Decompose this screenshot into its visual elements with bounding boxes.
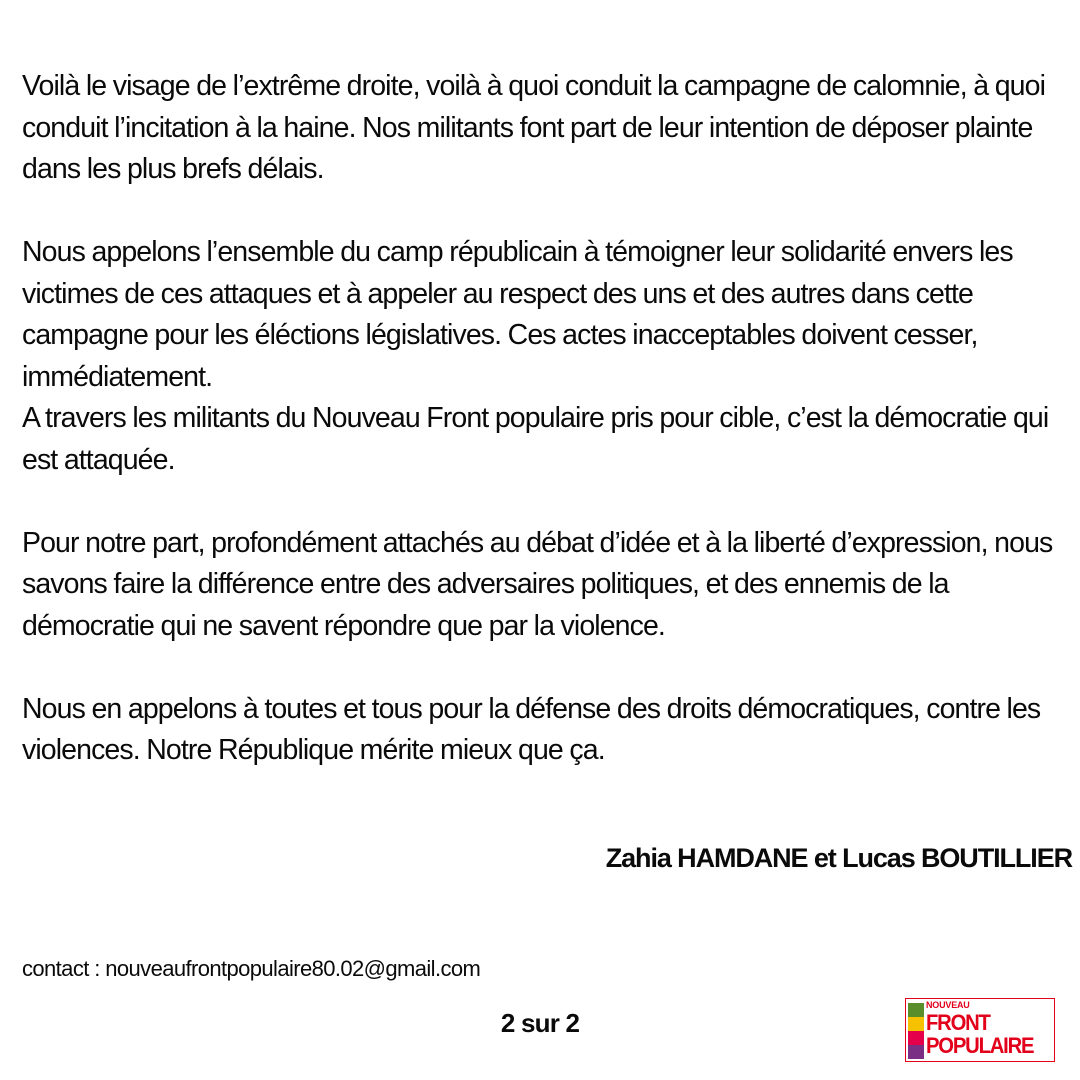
logo-bar-yellow — [908, 1017, 924, 1031]
letter-body — [22, 66, 1067, 813]
paragraph — [22, 523, 1067, 648]
logo-bar-purple — [908, 1045, 924, 1059]
paragraph-text: Nous en appelons à toutes et tous pour la défense des droits démocratiques, contre les violences. Notre République mérite mieux que ça. — [22, 692, 1041, 766]
paragraph-text: Voilà le visage de l’extrême droite, voilà à quoi conduit la campagne de calomnie, à quoi conduit l’incitation à la haine. Nos militants font part de leur intention de déposer plainte dans les plus brefs délais. — [22, 70, 1045, 185]
paragraph — [22, 689, 1067, 772]
paragraph — [22, 66, 1067, 191]
contact-email: contact : nouveaufrontpopulaire80.02@gmail.com — [22, 956, 481, 981]
paragraph-text: Nous appelons l’ensemble du camp républicain à témoigner leur solidarité envers les victimes de ces attaques et à appeler au respect des uns et des autres dans cette campagne pour les éléctions législatives. Ces actes inacceptables doivent cesser, immédiatement. — [22, 236, 1013, 393]
paragraph-text: A travers les militants du Nouveau Front populaire pris pour cible, c’est la démocratie qui est attaquée. — [22, 402, 1049, 476]
logo-bar-pink — [908, 1031, 924, 1045]
logo-line-front: FRONT — [926, 1010, 990, 1035]
logo-line-nouveau: NOUVEAU — [926, 1000, 970, 1010]
logo-text — [926, 1001, 1043, 1057]
signature: Zahia HAMDANE et Lucas BOUTILLIER — [605, 843, 1072, 873]
logo-color-bars — [908, 1003, 924, 1059]
logo-line-populaire: POPULAIRE — [926, 1033, 1034, 1058]
nouveau-front-populaire-logo — [905, 998, 1055, 1062]
paragraph-text: Pour notre part, profondément attachés au débat d’idée et à la liberté d’expression, nous savons faire la différence entre des adversaires politiques, et des ennemis de la démocratie qui ne savent répondre que par la violence. — [22, 526, 1053, 642]
logo-bar-green — [908, 1003, 924, 1017]
page-number: 2 sur 2 — [500, 1008, 580, 1038]
paragraph — [22, 232, 1067, 481]
